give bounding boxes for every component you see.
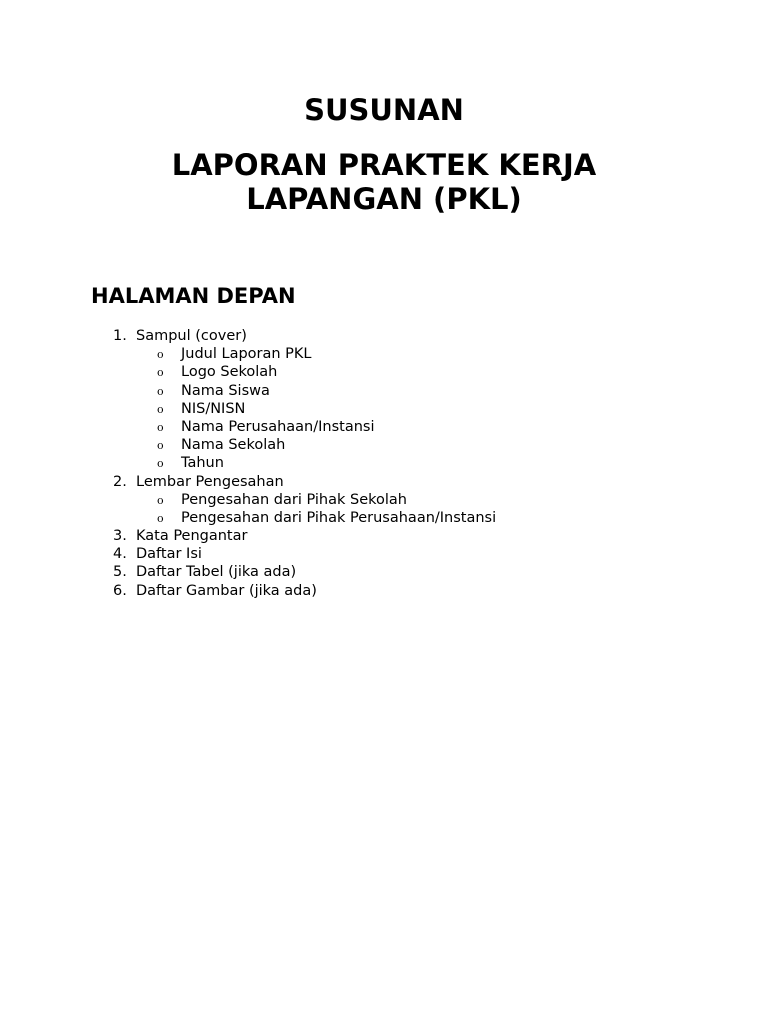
sub-list-item-label: Pengesahan dari Pihak Perusahaan/Instansi [181,509,497,526]
circle-bullet-icon: o [157,420,164,434]
sub-list-item-label: Nama Siswa [181,382,270,399]
list-item [0,563,768,581]
sub-list-item [0,491,768,509]
list-item-number: 2. [113,473,127,490]
circle-bullet-icon: o [157,366,164,380]
sub-list-item-label: Logo Sekolah [181,364,278,381]
circle-bullet-icon: o [157,402,164,416]
sub-list-item [0,509,768,527]
sub-list-item-label: Nama Sekolah [181,437,286,454]
sub-list-item-label: NIS/NISN [181,400,246,417]
list-item-label: Daftar Gambar (jika ada) [136,582,317,599]
list-item-label: Sampul (cover) [136,328,247,344]
sub-list-item [0,454,768,472]
list-item [0,582,768,600]
list-item-number: 1. [113,328,127,344]
list-item-label: Daftar Tabel (jika ada) [136,564,297,581]
subtitle-line-1: LAPORAN PRAKTEK KERJA [171,148,597,182]
circle-bullet-icon: o [157,439,164,453]
sub-list-item [0,436,768,454]
list-item-number: 6. [113,582,127,599]
subtitle-line-2: LAPANGAN (PKL) [246,182,522,216]
sub-list-item [0,382,768,400]
section-heading: HALAMAN DEPAN [91,284,296,308]
list-item-label: Daftar Isi [136,546,202,563]
sub-list-item [0,400,768,418]
sub-list-item [0,418,768,436]
sub-list-item-label: Tahun [181,455,224,472]
list-item [0,327,768,345]
list-item-number: 5. [113,564,127,581]
circle-bullet-icon: o [157,457,164,471]
circle-bullet-icon: o [157,493,164,507]
document-subtitle [0,148,768,216]
document-title: SUSUNAN [304,93,464,127]
sub-list-item-label: Judul Laporan PKL [181,346,312,363]
list-item-label: Lembar Pengesahan [136,473,284,490]
list-item-number: 3. [113,528,127,545]
contents-list [0,327,768,600]
circle-bullet-icon: o [157,348,164,362]
sub-list-item-label: Pengesahan dari Pihak Sekolah [181,491,407,508]
list-item [0,473,768,491]
list-item-label: Kata Pengantar [136,528,248,545]
sub-list-item [0,345,768,363]
sub-list-item [0,363,768,381]
list-item-number: 4. [113,546,127,563]
circle-bullet-icon: o [157,511,164,525]
list-item [0,527,768,545]
list-item [0,545,768,563]
sub-list-item-label: Nama Perusahaan/Instansi [181,418,375,435]
circle-bullet-icon: o [157,384,164,398]
